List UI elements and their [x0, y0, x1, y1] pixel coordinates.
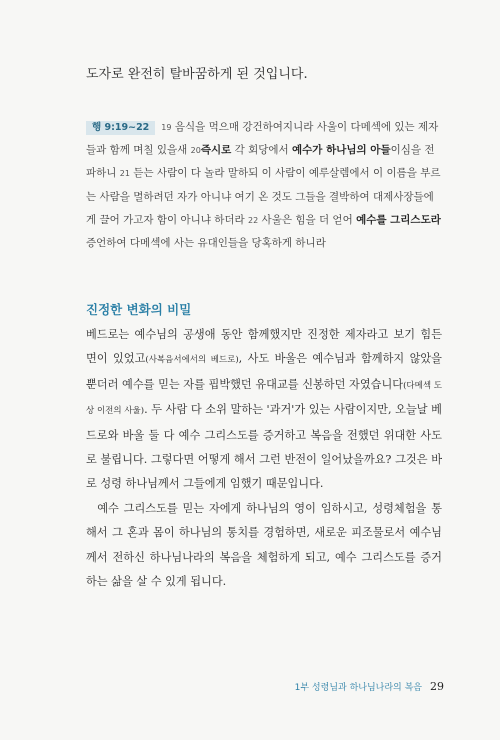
quote-emphasis: 즉시로 — [200, 144, 232, 157]
paragraph-text: , 사도 바울은 예수님과 함께하지 않았을 뿐더러 예수를 믿는 자를 핍박했던 유대교를 신봉하던 자였습니다 — [86, 352, 442, 391]
parenthetical-note: (사복음서에서의 베드로) — [145, 355, 239, 366]
verse-number: 20 — [190, 146, 201, 156]
scripture-reference-tag: 행 9:19~22 — [86, 121, 155, 135]
quote-text: 음식을 먹으매 강건하여지니라 사울이 다메섹에 있는 제자들과 함께 며칠 있을새 — [86, 121, 439, 157]
quote-text: 각 회당에서 — [231, 144, 292, 157]
quote-text: 듣는 사람이 다 놀라 말하되 이 사람이 예루살렘에서 이 이름을 부르는 사람을 멸하려던 자가 아니냐 여기 온 것도 그들을 결박하여 대제사장들에게 끌어 가고자 함이 아니냐 하더라 — [86, 167, 441, 226]
paragraph-text: . 두 사람 다 소위 말하는 '과거'가 있는 사람이지만, 오늘날 베드로와 바울 둘 다 예수 그리스도를 증거하고 복음을 전했던 위대한 사도로 불립니다. 그렇다면 어떻게 해서 그런 반전이 일어났을까요? 그것은 바로 성령 하나님께서 그들에게 임했기 때문입니다. — [86, 403, 442, 491]
verse-number: 21 — [119, 169, 130, 179]
quote-text: 증언하여 다메섹에 사는 유대인들을 당혹하게 하니라 — [86, 237, 326, 250]
running-section-title: 1부 성령님과 하나님나라의 복음 — [294, 683, 422, 693]
quote-emphasis: 예수가 하나님의 아들 — [292, 144, 391, 157]
verse-number: 19 — [161, 123, 172, 132]
paragraph-text: 예수 그리스도를 믿는 자에게 하나님의 영이 임하시고, 성령체험을 통해서 그 혼과 몸이 하나님의 통치를 경험하면, 새로운 피조물로서 예수님께서 전하신 하나님나라의 복음을 체험하게 되고, 예수 그리스도를 증거하는 삶을 살 수 있게 됩니다. — [86, 501, 442, 589]
quote-text: 사울은 힘을 더 얻어 — [258, 213, 357, 226]
parenthetical-note: (다메섹 도상 이전의 사울) — [86, 380, 442, 417]
page-footer — [295, 680, 444, 693]
quote-text: 이심을 전파하니 — [86, 144, 435, 180]
scripture-quote — [86, 116, 442, 255]
paragraph-text: 베드로는 예수님의 공생애 동안 함께했지만 진정한 제자라고 보기 힘든 면이 있었고 — [86, 328, 442, 366]
page-number: 29 — [430, 680, 444, 693]
quote-emphasis: 예수를 그리스도라 — [356, 213, 441, 226]
section-heading: 진정한 변화의 비밀 — [86, 302, 192, 317]
verse-number: 22 — [248, 215, 259, 225]
body-text — [86, 323, 442, 594]
lead-sentence: 도자로 완전히 탈바꿈하게 된 것입니다. — [86, 67, 308, 82]
paragraph — [86, 497, 442, 595]
paragraph — [86, 323, 442, 497]
